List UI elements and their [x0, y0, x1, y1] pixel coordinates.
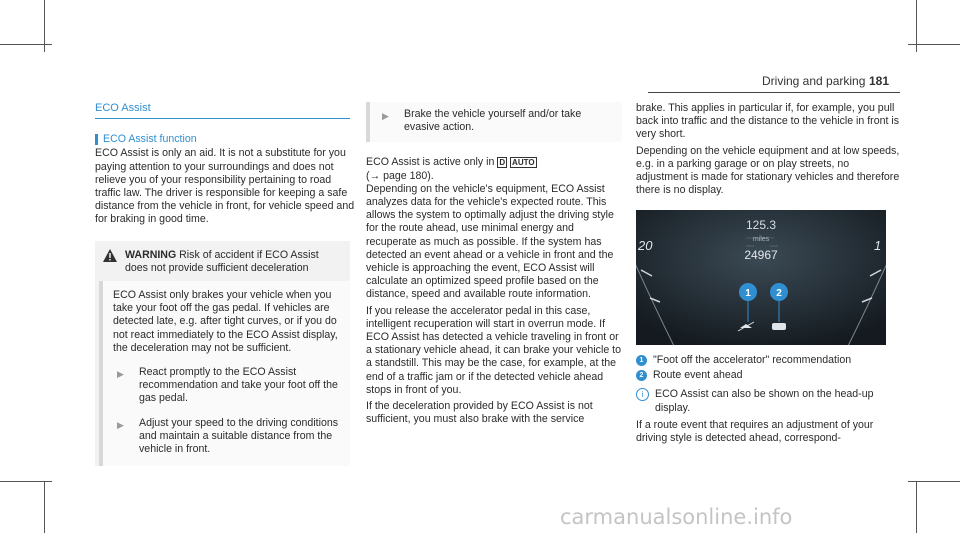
svg-text:1: 1: [745, 288, 751, 299]
callout-number: 2: [636, 370, 647, 381]
crop-mark: [44, 0, 45, 52]
warning-box: [95, 241, 350, 467]
warning-step-text: Adjust your speed to the driving conditions and maintain a suitable distance from the vehicle in front.: [139, 416, 339, 456]
crop-mark: [916, 481, 917, 533]
paragraph: Depending on the vehicle equipment and at low speeds, e.g. in a parking garage or on play streets, no adjustment is made for stationary vehicles and therefore there is no display.: [636, 144, 900, 197]
warning-step: [113, 366, 342, 406]
warning-header: [95, 241, 350, 281]
subheading-bar: [95, 134, 98, 145]
left-column: [95, 102, 355, 466]
step-arrow-icon: ▶: [117, 419, 124, 430]
svg-text:2: 2: [776, 288, 782, 299]
figure-captions: [636, 354, 901, 445]
crop-mark: [44, 481, 45, 533]
paragraph: Depending on the vehicle's equipment, ECO Assist analyzes data for the vehicle's expected route. This allows the system to optimally adjust the driving style for the route ahead, use minimal energy and recuperate as much as possible. If the system has detected an event ahead or a vehicle in front and the vehicle is approaching the event, ECO Assist will calculate an optimized speed profile based on the distance, speed and available route information.: [366, 182, 614, 301]
step-arrow-icon: ▶: [382, 111, 389, 121]
active-note: [366, 156, 624, 182]
crop-mark: [916, 0, 917, 52]
page-reference-link[interactable]: (→ page 180).: [366, 169, 434, 182]
warning-title: [125, 249, 342, 275]
step-text: Brake the vehicle yourself and/or take evasive action.: [404, 108, 582, 134]
warning-triangle-icon: [103, 249, 117, 275]
warning-step: [113, 417, 342, 457]
step-item: [378, 108, 614, 134]
display-right-scale: 1: [874, 238, 882, 253]
callout-item: [636, 354, 901, 367]
step-arrow-icon: ▶: [117, 369, 124, 380]
active-prefix: ECO Assist is active only in: [366, 156, 495, 169]
warning-body: [99, 281, 350, 466]
display-odometer: 24967: [744, 248, 778, 262]
paragraph: If the deceleration provided by ECO Assist is not sufficient, you must also brake with the service: [366, 400, 593, 426]
paragraph: If a route event that requires an adjustment of your driving style is detected ahead, correspond-: [636, 418, 874, 445]
auto-mode-icon: AUTO: [512, 158, 535, 168]
warning-label: WARNING: [125, 248, 177, 261]
page-number: 181: [869, 74, 890, 88]
instrument-cluster-image: [636, 210, 886, 345]
step-box: [366, 102, 622, 142]
info-icon: i: [636, 388, 649, 401]
callout-text: Route event ahead: [653, 369, 743, 382]
subheading: [95, 133, 355, 146]
page-header-title: Driving and parking: [762, 74, 866, 88]
subheading-text: ECO Assist function: [103, 133, 197, 146]
display-top-value: 125.3: [745, 218, 777, 232]
vehicle-ahead-icon: [772, 323, 786, 330]
section-title: ECO Assist: [95, 102, 350, 119]
warning-text: ECO Assist only brakes your vehicle when you take your foot off the gas pedal. If vehicles are detected late, e.g. after tight curves, or if you do not react immediately to the ECO Assist display, the deceleration may not be sufficient.: [113, 289, 338, 354]
warning-step-text: React promptly to the ECO Assist recommendation and take your foot off the gas pedal.: [139, 366, 338, 405]
info-note-text: ECO Assist can also be shown on the head-up display.: [655, 388, 874, 414]
callout-item: [636, 369, 901, 382]
middle-column: [366, 102, 624, 426]
intro-paragraph: ECO Assist is only an aid. It is not a substitute for you paying attention to your surroundings and does not relieve you of your responsibility pertaining to road traffic law. The driver is responsible for keeping a safe distance from the vehicle in front, for vehicle speed and for braking in good time.: [95, 147, 355, 226]
paragraph: If you release the accelerator pedal in this case, intelligent recuperation will start in overrun mode. If ECO Assist has detected a vehicle traveling in front or a stationary vehicle ahead, it can brake your vehicle to a standstill. This may be the case, for example, at the end of a traffic jam or if the detected vehicle ahead stops in front of you.: [366, 304, 621, 396]
paragraph: brake. This applies in particular if, for example, you pull back into traffic and the distance to the vehicle in front is very short.: [636, 102, 900, 141]
display-left-scale: 20: [638, 238, 653, 253]
callout-text: "Foot off the accelerator" recommendation: [653, 354, 852, 366]
info-note: [636, 388, 901, 414]
display-unit: miles: [752, 236, 770, 243]
right-column: [636, 102, 901, 197]
header-rule: [648, 92, 900, 93]
warning-title-text: Risk of accident if ECO Assist does not provide sufficient deceleration: [125, 248, 319, 274]
callout-number: 1: [636, 355, 647, 366]
drive-mode-d-icon: D: [499, 158, 506, 168]
watermark: carmanualsonline.info: [560, 505, 793, 529]
